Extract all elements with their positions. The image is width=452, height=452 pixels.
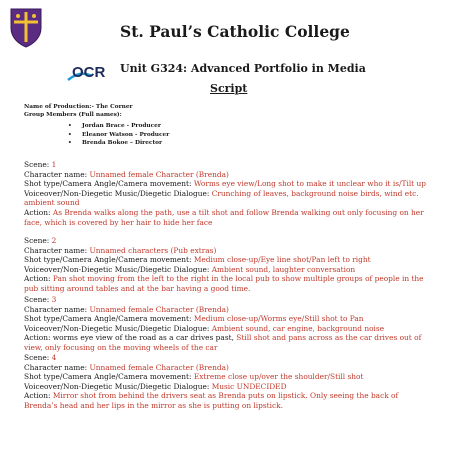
scene-label: Scene: — [24, 236, 52, 245]
action-label: Action: — [24, 333, 53, 343]
scene-number: 4 — [51, 353, 57, 362]
character-name: Unnamed characters (Pub extras) — [89, 245, 217, 255]
svg-text:OCR: OCR — [72, 64, 106, 81]
shot-value: Medium close-up/Worms eye/Still shot to Pan — [193, 314, 364, 324]
action-label: Action: — [24, 207, 53, 217]
script-heading: Script — [210, 82, 248, 95]
group-members-list — [68, 122, 169, 148]
action-label: Action: — [24, 274, 53, 284]
action-value: As Brenda walks along the path, use a tilt shot and follow Brenda walking out only focusing on her face, which is covered by her hair to hide her face — [24, 207, 424, 227]
voice-value: Ambient sound, laughter conversation — [211, 264, 356, 274]
action-value: Still shot and pans across as the car drives out of view, only focusing on the moving wheels of the car — [24, 333, 422, 352]
group-members-label: Group Members (Full names): — [24, 112, 122, 118]
shot-value: Extreme close up/over the shoulder/Still shot — [193, 372, 364, 382]
group-member: • Eleanor Watson - Producer — [68, 131, 169, 140]
voice-label: Voiceover/Non-Diegetic Music/Diegetic Dialogue: — [24, 264, 212, 274]
unit-title: Unit G324: Advanced Portfolio in Media — [120, 62, 366, 75]
ocr-logo-icon — [66, 60, 116, 82]
action-value: Mirror shot from behind the drivers seat as Brenda puts on lipstick. Only seeing the back of Brenda’s head and her lips in the mirror as she is putting on lipstick. — [24, 391, 399, 410]
shot-label: Shot type/Camera Angle/Camera movement: — [24, 255, 194, 265]
group-member: • Brenda Bokoe – Director — [68, 139, 169, 148]
character-label: Character name: — [24, 362, 90, 372]
voice-label: Voiceover/Non-Diegetic Music/Diegetic Dialogue: — [24, 323, 212, 333]
scene-number: 3 — [51, 295, 57, 304]
scene-3 — [24, 295, 429, 353]
scene-number: 1 — [51, 160, 57, 169]
scene-label: Scene: — [24, 353, 52, 362]
shot-value: Medium close-up/Eye line shot/Pan left to right — [193, 255, 371, 265]
production-name: Name of Production:- The Corner — [24, 104, 133, 110]
shot-label: Shot type/Camera Angle/Camera movement: — [24, 314, 194, 324]
production-meta — [24, 103, 133, 119]
action-value-black: worms eye view of the road as a car drives past, — [52, 333, 237, 343]
voice-value: Music UNDECIDED — [211, 381, 287, 391]
scene-label: Scene: — [24, 160, 52, 169]
character-name: Unnamed female Character (Brenda) — [89, 362, 229, 372]
college-title: St. Paul’s Catholic College — [120, 22, 350, 41]
character-name: Unnamed female Character (Brenda) — [89, 169, 229, 179]
voice-label: Voiceover/Non-Diegetic Music/Diegetic Dialogue: — [24, 381, 212, 391]
character-name: Unnamed female Character (Brenda) — [89, 304, 229, 314]
scene-2 — [24, 236, 429, 294]
voice-value: Ambient sound, car engine, background noise — [211, 323, 385, 333]
scene-1 — [24, 160, 429, 227]
scene-4 — [24, 353, 429, 411]
voice-label: Voiceover/Non-Diegetic Music/Diegetic Dialogue: — [24, 188, 212, 198]
character-label: Character name: — [24, 169, 90, 179]
shot-value: Worms eye view/Long shot to make it unclear who it is/Tilt up — [193, 179, 426, 189]
shot-label: Shot type/Camera Angle/Camera movement: — [24, 179, 194, 189]
scene-label: Scene: — [24, 295, 52, 304]
voice-value: Crunching of leaves, background noise birds, wind etc. ambient sound — [24, 188, 419, 208]
college-crest-icon — [8, 6, 44, 48]
shot-label: Shot type/Camera Angle/Camera movement: — [24, 372, 194, 382]
action-value: Pan shot moving from the left to the right in the local pub to show multiple groups of people in the pub sitting around tables and at the bar having a good time. — [24, 274, 424, 293]
group-member: • Jordan Brace - Producer — [68, 122, 169, 131]
character-label: Character name: — [24, 245, 90, 255]
action-label: Action: — [24, 391, 53, 401]
character-label: Character name: — [24, 304, 90, 314]
scene-number: 2 — [51, 236, 57, 245]
